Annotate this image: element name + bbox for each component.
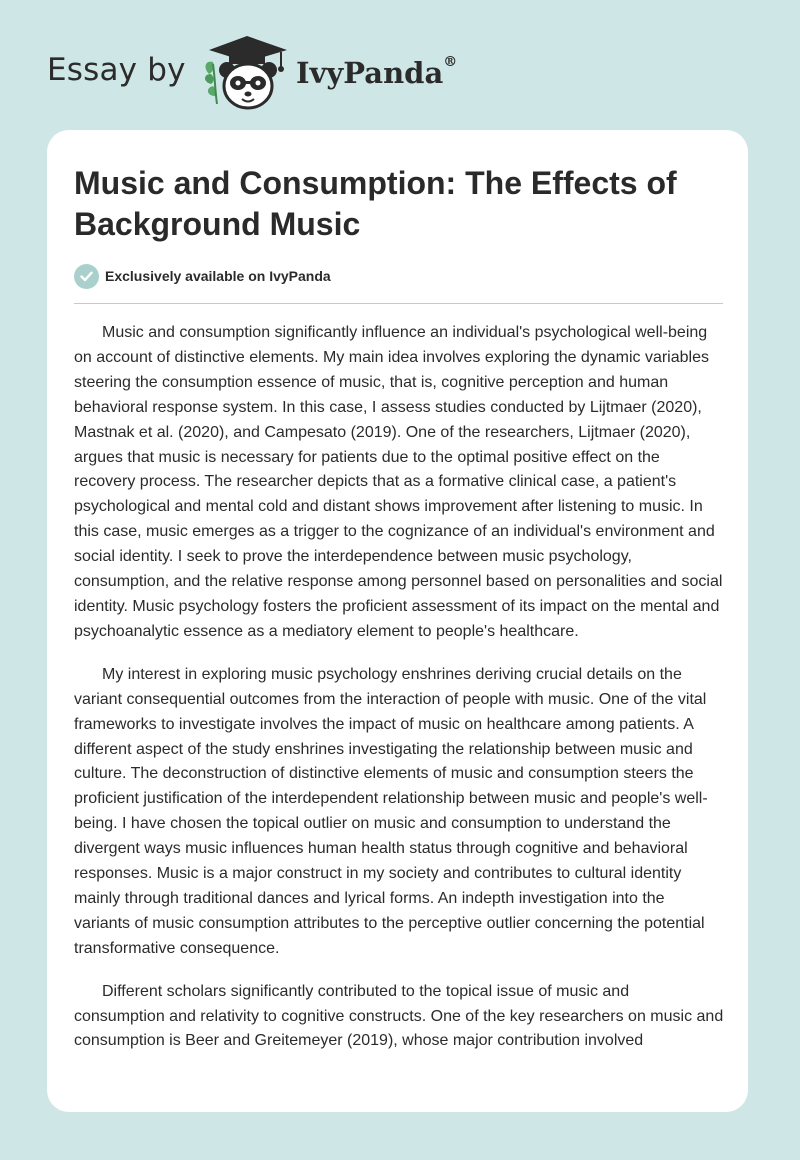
paragraph: Different scholars significantly contributed to the topical issue of music and consumption and relativity to cognitive constructs. One of the key researchers on music and consumption is Beer and Greitemeyer (2019), whose major contribution involved [74,982,724,1050]
paragraph: My interest in exploring music psychology enshrines deriving crucial details on the variant consequential outcomes from the interaction of people with music. One of the vital frameworks to investigate involves the impact of music on healthcare among patients. A different aspect of the study enshrines investigating the relationship between music and culture. The deconstruction of distinctive elements of music and consumption steers the proficient justification of the interdependent relationship between music and people's well-being. I have chosen the topical outlier on music and consumption to understand the divergent ways music influences human health status through cognitive and behavioral responses. Music is a major construct in my society and contributes to cultural identity mainly through traditional dances and lyrical forms. An indepth investigation into the variants of music consumption attributes to the perceptive outlier concerning the potential transformative consequence. [74,665,708,957]
exclusive-badge [74,263,331,289]
essay-body [74,321,724,1072]
paragraph: Music and consumption significantly influence an individual's psychological well-being on account of distinctive elements. My main idea involves exploring the dynamic variables steering the consumption essence of music, that is, cognitive perception and human behavioral response system. In this case, I assess studies conducted by Lijtmaer (2020), Mastnak et al. (2020), and Campesato (2019). One of the researchers, Lijtmaer (2020), argues that music is necessary for patients due to the optimal positive effect on the recovery process. The researcher depicts that as a formative clinical case, a patient's psychological and mental cold and distant shows improvement after listening to music. In this case, music emerges as a trigger to the cognizance of an individual's environment and social identity. I seek to prove the interdependence between music psychology, consumption, and the relative response among personnel based on personalities and social identity. Music psychology fosters the proficient assessment of its impact on the mental and psychoanalytic essence as a mediatory element to people's healthcare. [74,324,723,640]
check-icon [74,264,99,289]
registered-mark: ® [443,54,458,70]
ivypanda-logo-icon[interactable] [201,34,289,112]
site-header [47,34,547,112]
badge-label: Exclusively available on IvyPanda [105,268,331,284]
brand-text: IvyPanda [296,56,444,90]
essay-title: Music and Consumption: The Effects of Background Music [74,165,677,242]
essay-by-label: Essay by [47,52,186,88]
brand-name[interactable] [296,56,457,90]
essay-card [47,130,748,1112]
divider [74,303,723,304]
